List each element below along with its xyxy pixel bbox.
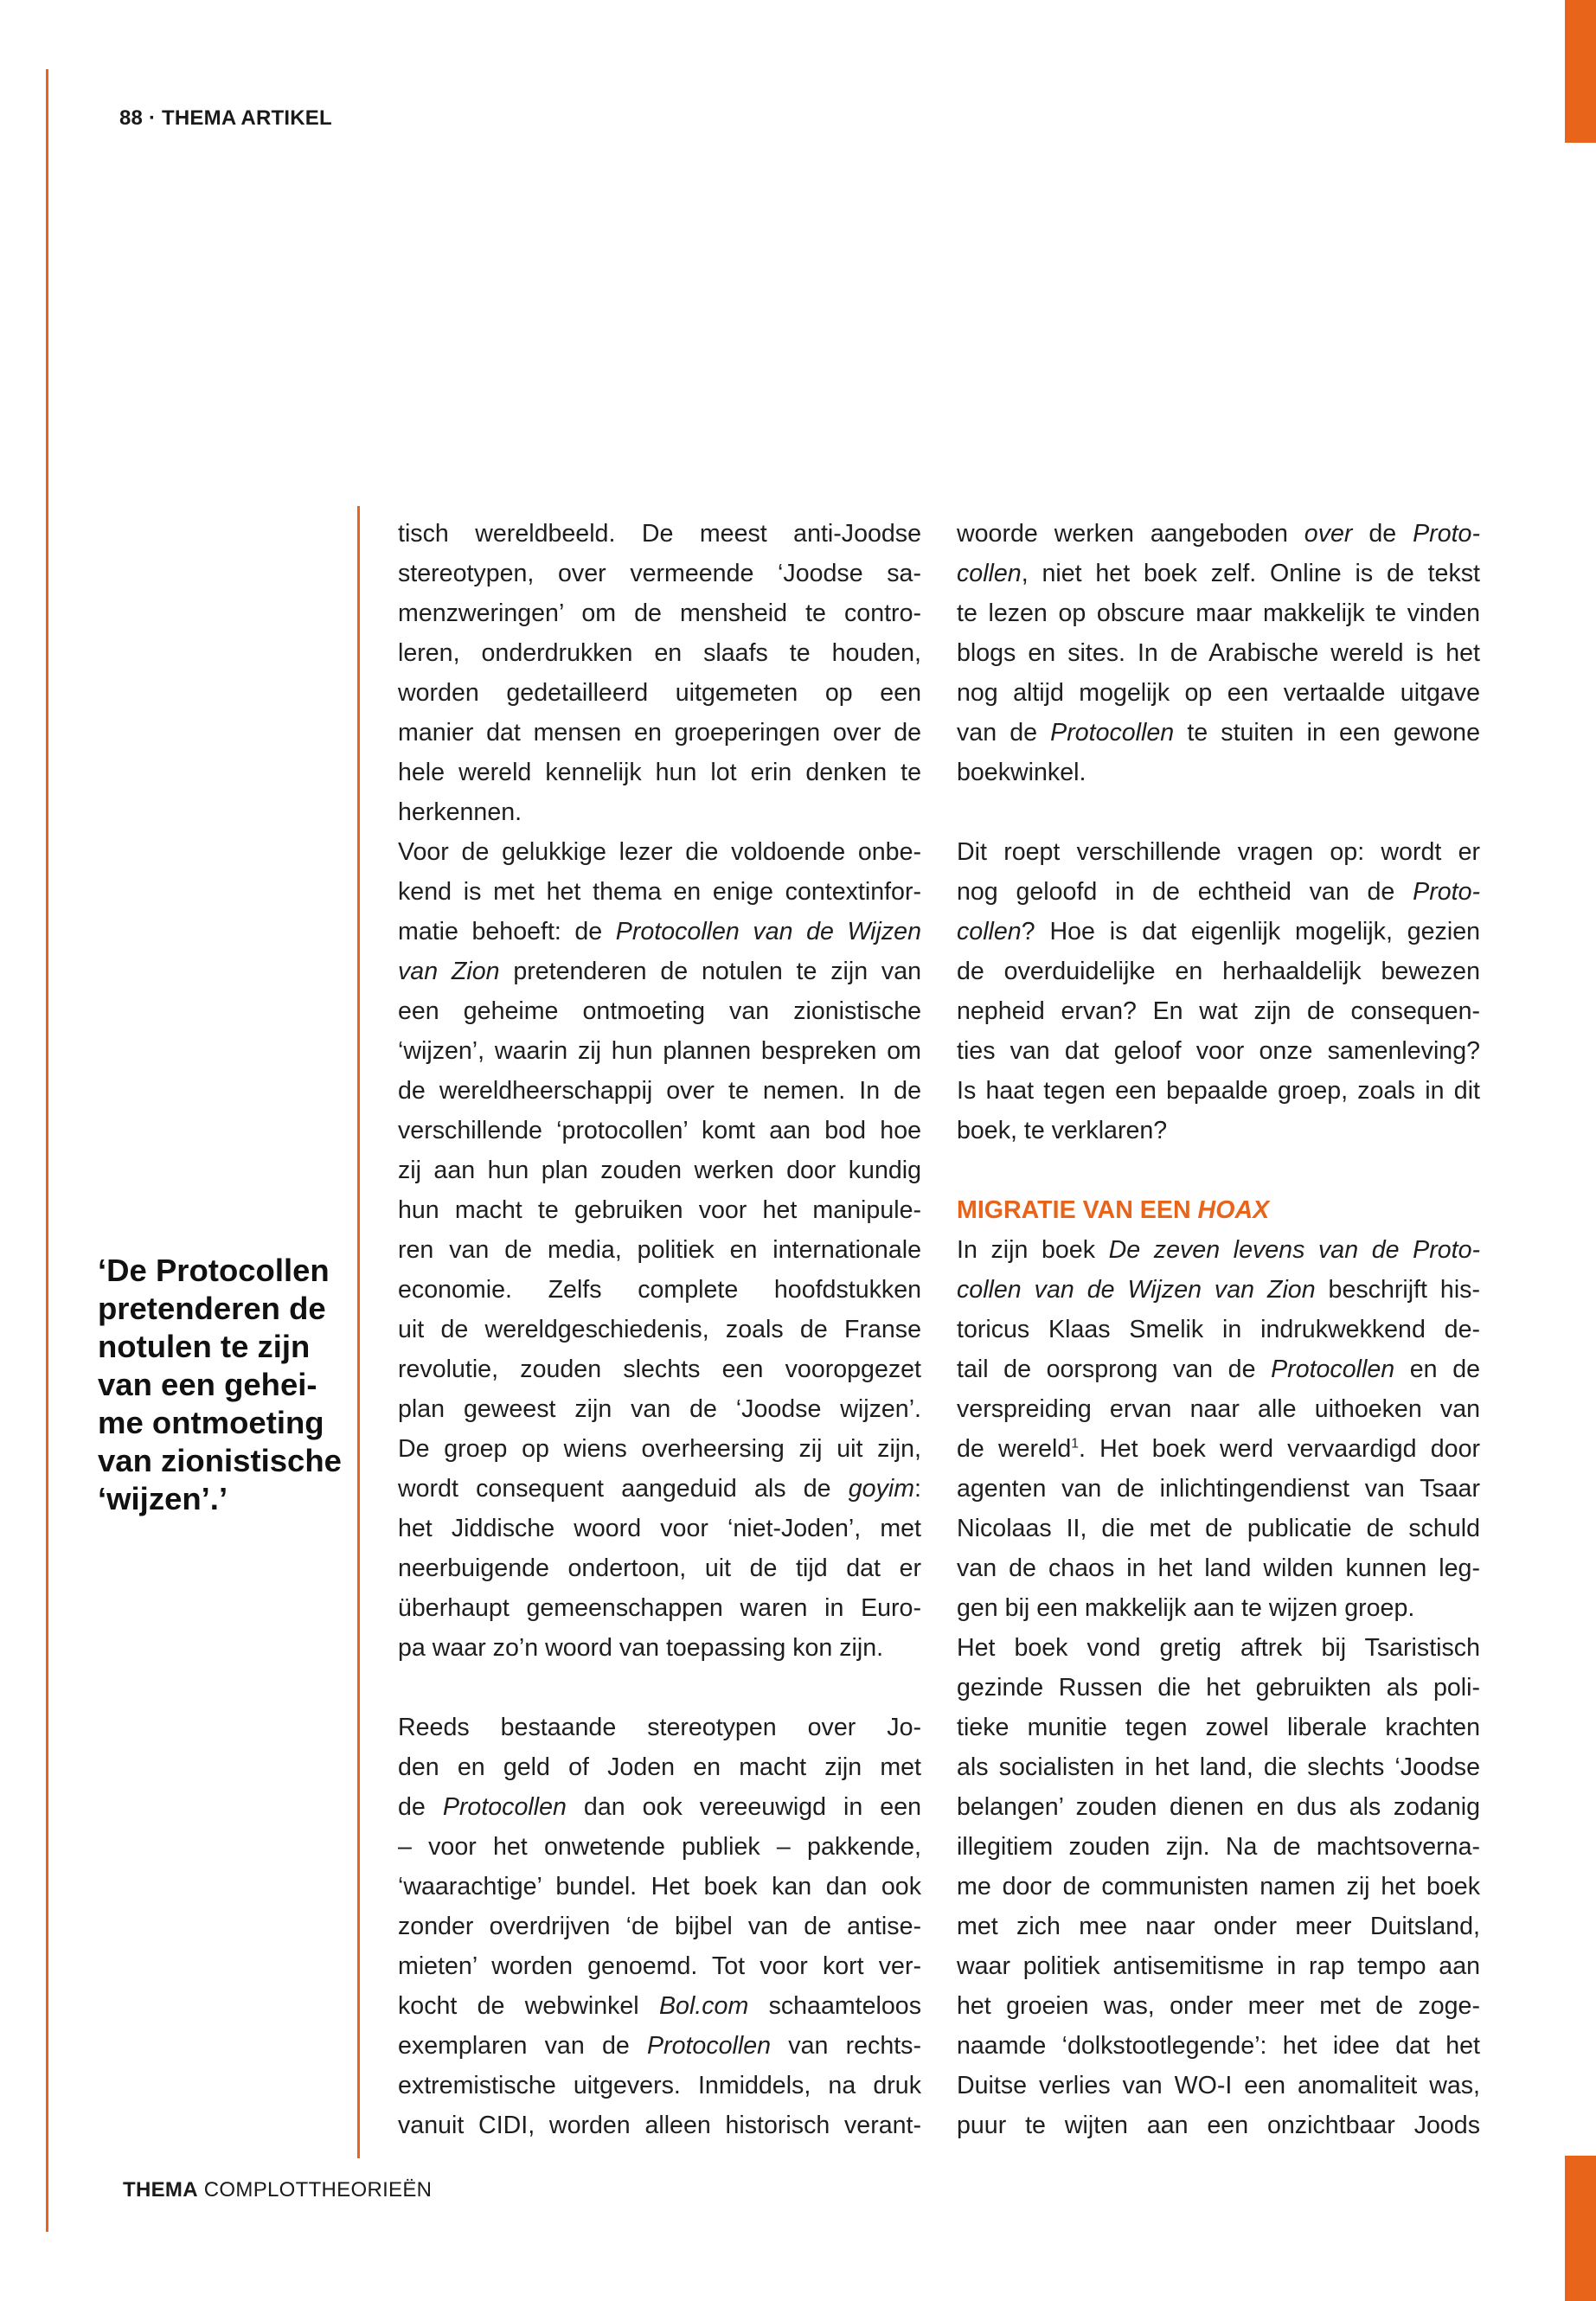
body-text-line (398, 1628, 921, 1668)
text-run: Nicolaas II, die met de publicatie de schuld (957, 1515, 1480, 1542)
text-run: wordt consequent aangeduid als de (398, 1475, 849, 1503)
body-text-line (957, 1946, 1480, 1986)
pull-quote (98, 1252, 349, 1518)
text-run: Dit roept verschillende vragen op: wordt er (957, 838, 1480, 866)
body-text-line (398, 673, 921, 713)
text-run: waar politiek antisemitisme in rap tempo aan (957, 1952, 1480, 1980)
italic-text: Bol.com (658, 1992, 749, 2020)
text-run: nog geloofd in de echtheid van de (957, 878, 1413, 906)
body-text-line (957, 1429, 1480, 1469)
body-text-line (398, 1708, 921, 1747)
body-text-line (398, 1509, 921, 1548)
footer-thema: THEMA (123, 2178, 198, 2202)
text-run: ties van dat geloof voor onze samenleving? (957, 1037, 1480, 1065)
text-run: Het boek vond gretig aftrek bij Tsaristisch (957, 1634, 1480, 1662)
body-text-line (398, 554, 921, 593)
body-text-line (957, 912, 1480, 952)
orange-edge-tab-top (1565, 0, 1596, 143)
text-run: uit de wereldgeschiedenis, zoals de Franse (398, 1316, 921, 1343)
text-run: puur te wijten aan een onzichtbaar Joods (957, 2112, 1480, 2139)
text-run: nog altijd mogelijk op een vertaalde uitgave (957, 679, 1480, 707)
body-text-line (957, 1310, 1480, 1349)
text-run: en de (1394, 1356, 1480, 1383)
body-text-line (398, 514, 921, 554)
body-text-line (957, 1628, 1480, 1668)
body-text-line (398, 2026, 921, 2066)
text-run: ? Hoe is dat eigenlijk mogelijk, gezien (1021, 918, 1480, 945)
body-text-line (398, 1986, 921, 2026)
pull-quote-line: van een gehei- (98, 1367, 317, 1402)
body-text-line (957, 952, 1480, 991)
text-run: tail de oorsprong van de (957, 1356, 1272, 1383)
pull-quote-line: pretenderen de (98, 1291, 326, 1326)
text-run: gen bij een makkelijk aan te wijzen groep. (957, 1594, 1415, 1622)
text-run: überhaupt gemeenschappen waren in Euro- (398, 1594, 921, 1622)
text-run: Reeds bestaande stereotypen over Jo- (398, 1714, 921, 1741)
body-text-line (398, 952, 921, 991)
orange-edge-tab-bottom (1565, 2156, 1596, 2301)
text-run: mieten’ worden genoemd. Tot voor kort ver- (398, 1952, 921, 1980)
text-run: verschillende ‘protocollen’ komt aan bod hoe (398, 1117, 921, 1144)
text-run: de wereldheerschappij over te nemen. In de (398, 1077, 921, 1105)
body-text-line (957, 832, 1480, 872)
body-text-line (957, 1827, 1480, 1867)
body-text-line (957, 1111, 1480, 1150)
text-run: kend is met het thema en enige contextinfor- (398, 878, 921, 906)
body-text-line (957, 1349, 1480, 1389)
text-run: woorde werken aangeboden (957, 520, 1304, 548)
pull-quote-line: van zionistische (98, 1443, 342, 1478)
text-run: gezinde Russen die het gebruikten als poli- (957, 1674, 1480, 1702)
text-run: van de chaos in het land wilden kunnen leg- (957, 1554, 1480, 1582)
body-text-line (398, 832, 921, 872)
text-run: neerbuigende ondertoon, uit de tijd dat er (398, 1554, 921, 1582)
body-text-line (398, 1349, 921, 1389)
body-text-line (957, 872, 1480, 912)
text-run: exemplaren van de (398, 2032, 647, 2060)
text-run: de (1352, 520, 1413, 548)
body-text-line (398, 1469, 921, 1509)
text-run: manier dat mensen en groeperingen over de (398, 719, 921, 747)
text-run: naamde ‘dolkstootlegende’: het idee dat het (957, 2032, 1480, 2060)
body-text-line (398, 1111, 921, 1150)
body-text-line (957, 1747, 1480, 1787)
body-text-line (957, 753, 1480, 792)
body-text-line (957, 554, 1480, 593)
body-text-line (957, 1509, 1480, 1548)
paragraph-gap (957, 1150, 1480, 1190)
text-run: beschrijft his- (1315, 1276, 1480, 1304)
text-run: zij aan hun plan zouden werken door kundig (398, 1157, 921, 1184)
text-run: pa waar zo’n woord van toepassing kon zijn. (398, 1634, 884, 1662)
footer-section: COMPLOTTHEORIEËN (203, 2178, 433, 2202)
running-header: 88 · THEMA ARTIKEL (119, 106, 332, 130)
body-text-line (957, 713, 1480, 753)
text-run: agenten van de inlichtingendienst van Tsaar (957, 1475, 1480, 1503)
text-run: de wereld (957, 1435, 1072, 1463)
body-text-line (398, 1190, 921, 1230)
body-text-line (398, 1270, 921, 1310)
body-text-line (957, 1548, 1480, 1588)
body-text-line (398, 753, 921, 792)
body-text-line (398, 1389, 921, 1429)
text-run: van rechts- (771, 2032, 921, 2060)
body-text-line (398, 1548, 921, 1588)
text-run: de overduidelijke en herhaaldelijk bewezen (957, 958, 1480, 985)
italic-text: Proto- (1413, 520, 1480, 548)
body-text-line (957, 1469, 1480, 1509)
body-text-line (398, 991, 921, 1031)
text-run: van de (957, 719, 1051, 747)
text-run: dan ook vereeuwigd in een (566, 1793, 921, 1821)
text-run: boek, te verklaren? (957, 1117, 1168, 1144)
body-text-line (957, 2106, 1480, 2145)
italic-text: over (1304, 520, 1353, 548)
text-run: In zijn boek (957, 1236, 1109, 1264)
text-run: Is haat tegen een bepaalde groep, zoals in dit (957, 1077, 1480, 1105)
text-run: : (914, 1475, 921, 1503)
body-text-line (398, 1071, 921, 1111)
text-run: menzweringen’ om de mensheid te contro- (398, 599, 921, 627)
body-text-line (957, 2026, 1480, 2066)
body-text-line (398, 1429, 921, 1469)
text-run: extremistische uitgevers. Inmiddels, na druk (398, 2072, 921, 2099)
body-text-line (957, 1389, 1480, 1429)
text-run: me door de communisten namen zij het boek (957, 1873, 1480, 1900)
text-run: revolutie, zouden slechts een vooropgezet (398, 1356, 921, 1383)
italic-text: goyim (848, 1475, 915, 1503)
text-run: belangen’ zouden dienen en dus als zodanig (957, 1793, 1480, 1821)
text-run: ren van de media, politiek en internationale (398, 1236, 921, 1264)
body-text-line (398, 593, 921, 633)
text-run: met zich mee naar onder meer Duitsland, (957, 1913, 1480, 1940)
text-run: leren, onderdrukken en slaafs te houden, (398, 639, 921, 667)
body-text-line (398, 713, 921, 753)
body-text-line (398, 912, 921, 952)
body-text-line (957, 673, 1480, 713)
pull-quote-line: notulen te zijn (98, 1329, 311, 1364)
text-run: den en geld of Joden en macht zijn met (398, 1753, 921, 1781)
text-run: ‘waarachtige’ bundel. Het boek kan dan ook (398, 1873, 921, 1900)
text-run: toricus Klaas Smelik in indrukwekkend de- (957, 1316, 1480, 1343)
text-run: worden gedetailleerd uitgemeten op een (398, 679, 921, 707)
body-text-line (957, 1986, 1480, 2026)
body-text-line (398, 1310, 921, 1349)
paragraph-gap (398, 1668, 921, 1708)
body-text-line (398, 1867, 921, 1907)
body-text-line (957, 1787, 1480, 1827)
body-text-line (398, 1907, 921, 1946)
text-run: herkennen. (398, 798, 522, 826)
text-run: de (398, 1793, 443, 1821)
italic-text: Protocollen (646, 2032, 772, 2060)
body-text-line (957, 1071, 1480, 1111)
italic-text: Protocollen (1271, 1356, 1395, 1383)
text-run: . Het boek werd vervaardigd door (1078, 1435, 1480, 1463)
body-text-line (398, 792, 921, 832)
text-run: te lezen op obscure maar makkelijk te vinden (957, 599, 1480, 627)
body-text-line (957, 1668, 1480, 1708)
text-run: vanuit CIDI, worden alleen historisch verant- (398, 2112, 921, 2139)
section-subheading (957, 1190, 1480, 1230)
italic-text: HOAX (1197, 1196, 1270, 1224)
text-run: – voor het onwetende publiek – pakkende, (398, 1833, 921, 1861)
footnote-marker: 1 (1071, 1436, 1079, 1452)
body-text-line (957, 633, 1480, 673)
article-column-2 (957, 514, 1480, 2145)
text-run: pretenderen de notulen te zijn van (499, 958, 922, 985)
body-text-line (398, 1230, 921, 1270)
pull-quote-line: me ontmoeting (98, 1405, 324, 1440)
body-text-line (398, 1827, 921, 1867)
body-text-line (957, 2066, 1480, 2106)
italic-text: Protocollen (442, 1793, 567, 1821)
text-run: zonder overdrijven ‘de bijbel van de antise- (398, 1913, 921, 1940)
body-text-line (398, 1747, 921, 1787)
text-run: economie. Zelfs complete hoofdstukken (398, 1276, 921, 1304)
page-margin-rule (46, 69, 48, 2232)
italic-text: collen (957, 560, 1022, 587)
text-run: tieke munitie tegen zowel liberale krachten (957, 1714, 1480, 1741)
text-run: illegitiem zouden zijn. Na de machtsoverna- (957, 1833, 1480, 1861)
body-text-line (398, 1588, 921, 1628)
text-run: schaamteloos (748, 1992, 921, 2020)
pull-quote-line: ‘wijzen’.’ (98, 1481, 228, 1516)
text-run: , niet het boek zelf. Online is de tekst (1021, 560, 1480, 587)
text-run: matie behoeft: de (398, 918, 616, 945)
text-run: blogs en sites. In de Arabische wereld is het (957, 639, 1480, 667)
italic-text: Protocollen van de Wijzen (615, 918, 921, 945)
italic-text: Proto- (1413, 878, 1480, 906)
text-run: een geheime ontmoeting van zionistische (398, 997, 921, 1025)
italic-text: collen van de Wijzen van Zion (957, 1276, 1316, 1304)
text-run: De groep op wiens overheersing zij uit zijn, (398, 1435, 921, 1463)
body-text-line (957, 1031, 1480, 1071)
body-text-line (398, 1787, 921, 1827)
text-run: het Jiddische woord voor ‘niet-Joden’, met (398, 1515, 921, 1542)
article-column-1 (398, 514, 921, 2145)
body-text-line (957, 1708, 1480, 1747)
text-run: het groeien was, onder meer met de zoge- (957, 1992, 1480, 2020)
text-run: hun macht te gebruiken voor het manipule- (398, 1196, 921, 1224)
paragraph-gap (957, 792, 1480, 832)
text-run: tisch wereldbeeld. De meest anti-Joodse (398, 520, 921, 548)
text-run: stereotypen, over vermeende ‘Joodse sa- (398, 560, 921, 587)
body-text-line (398, 1031, 921, 1071)
text-run: hele wereld kennelijk hun lot erin denken te (398, 759, 921, 786)
text-run: verspreiding ervan naar alle uithoeken van (957, 1395, 1480, 1423)
text-run: nepheid ervan? En wat zijn de consequen- (957, 997, 1480, 1025)
italic-text: De zeven levens van de Proto- (1108, 1236, 1481, 1264)
body-text-line (398, 1150, 921, 1190)
text-run: Voor de gelukkige lezer die voldoende onbe- (398, 838, 921, 866)
body-text-line (957, 1588, 1480, 1628)
text-run: Duitse verlies van WO-I een anomaliteit was, (957, 2072, 1480, 2099)
italic-text: van Zion (398, 958, 500, 985)
text-run: kocht de webwinkel (398, 1992, 659, 2020)
body-text-line (957, 1270, 1480, 1310)
body-text-line (957, 514, 1480, 554)
text-run: MIGRATIE VAN EEN (957, 1196, 1198, 1224)
body-text-line (398, 2106, 921, 2145)
pull-quote-line: ‘De Protocollen (98, 1253, 330, 1288)
body-text-line (398, 872, 921, 912)
body-text-line (957, 1907, 1480, 1946)
text-run: plan geweest zijn van de ‘Joodse wijzen’. (398, 1395, 921, 1423)
text-run: te stuiten in een gewone (1174, 719, 1480, 747)
body-text-line (957, 1867, 1480, 1907)
body-text-line (398, 633, 921, 673)
italic-text: collen (957, 918, 1022, 945)
column-divider-rule (357, 506, 360, 2158)
body-text-line (398, 2066, 921, 2106)
body-text-line (957, 991, 1480, 1031)
body-text-line (957, 1230, 1480, 1270)
text-run: ‘wijzen’, waarin zij hun plannen bespreken om (398, 1037, 921, 1065)
body-text-line (398, 1946, 921, 1986)
italic-text: Protocollen (1050, 719, 1175, 747)
text-run: boekwinkel. (957, 759, 1086, 786)
body-text-line (957, 593, 1480, 633)
running-footer (123, 2178, 432, 2202)
text-run: als socialisten in het land, die slechts ‘Joodse (957, 1753, 1480, 1781)
